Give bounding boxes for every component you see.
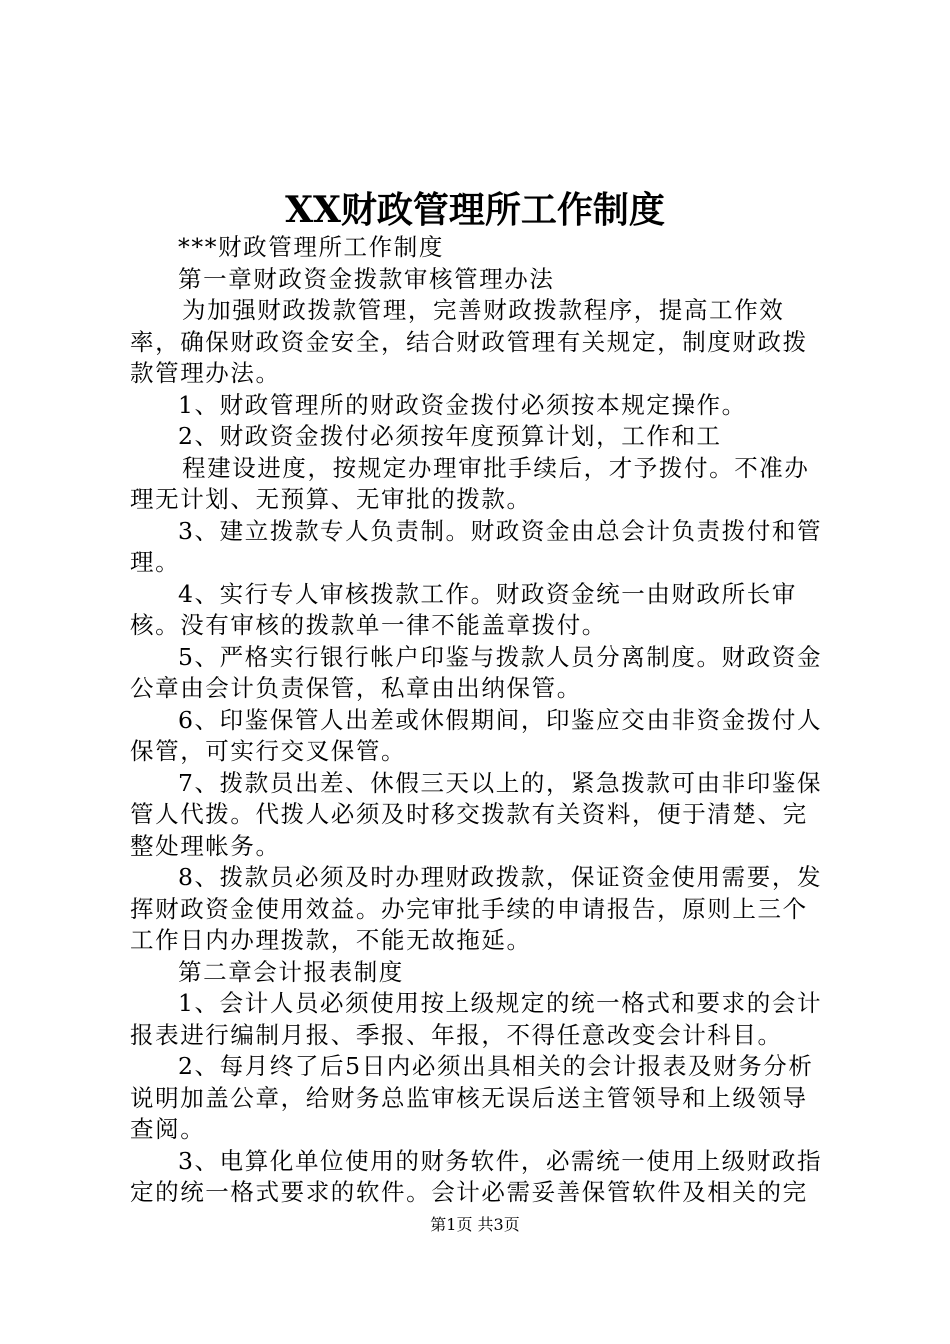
page-number-label: 第1页 共3页	[430, 1215, 520, 1234]
paragraph: 第二章会计报表制度	[178, 957, 404, 986]
paragraph: ***财政管理所工作制度	[178, 233, 444, 261]
paragraph: 程建设进度，按规定办理审批手续后，才予拨付。不准办理无计划、无预算、无审批的拨款。	[130, 453, 810, 513]
paragraph: 7、拨款员出差、休假三天以上的，紧急拨款可由非印鉴保管人代拨。代拨人必须及时移交拨款有关资料，便于清楚、完整处理帐务。	[130, 768, 823, 860]
document-title: XX财政管理所工作制度	[285, 189, 665, 231]
paragraph: 1、会计人员必须使用按上级规定的统一格式和要求的会计报表进行编制月报、季报、年报，不得任意改变会计科目。	[130, 989, 823, 1049]
paragraph: 2、每月终了后5日内必须出具相关的会计报表及财务分析说明加盖公章，给财务总监审核无误后送主管领导和上级领导查阅。	[130, 1052, 814, 1143]
document-body	[130, 232, 830, 1209]
paragraph: 8、拨款员必须及时办理财政拨款，保证资金使用需要，发挥财政资金使用效益。办完审批手续的申请报告，原则上三个工作日内办理拨款，不能无故拖延。	[130, 863, 823, 954]
paragraph: 3、电算化单位使用的财务软件，必需统一使用上级财政指定的统一格式要求的软件。会计必需妥善保管软件及相关的完	[130, 1146, 823, 1206]
paragraph: 3、建立拨款专人负责制。财政资金由总会计负责拨付和管理。	[130, 516, 823, 576]
paragraph: 2、财政资金拨付必须按年度预算计划，工作和工	[178, 422, 722, 450]
paragraph: 4、实行专人审核拨款工作。财政资金统一由财政所长审核。没有审核的拨款单一律不能盖章拨付。	[130, 579, 797, 639]
page-footer	[0, 1214, 950, 1236]
paragraph: 5、严格实行银行帐户印鉴与拨款人员分离制度。财政资金公章由会计负责保管，私章由出纳保管。	[130, 642, 823, 702]
paragraph: 6、印鉴保管人出差或休假期间，印鉴应交由非资金拨付人保管，可实行交叉保管。	[130, 705, 823, 765]
paragraph: 第一章财政资金拨款审核管理办法	[178, 264, 555, 293]
paragraph: 为加强财政拨款管理，完善财政拨款程序，提高工作效率，确保财政资金安全，结合财政管理有关规定，制度财政拨款管理办法。	[130, 296, 808, 387]
paragraph: 1、财政管理所的财政资金拨付必须按本规定操作。	[178, 390, 747, 419]
